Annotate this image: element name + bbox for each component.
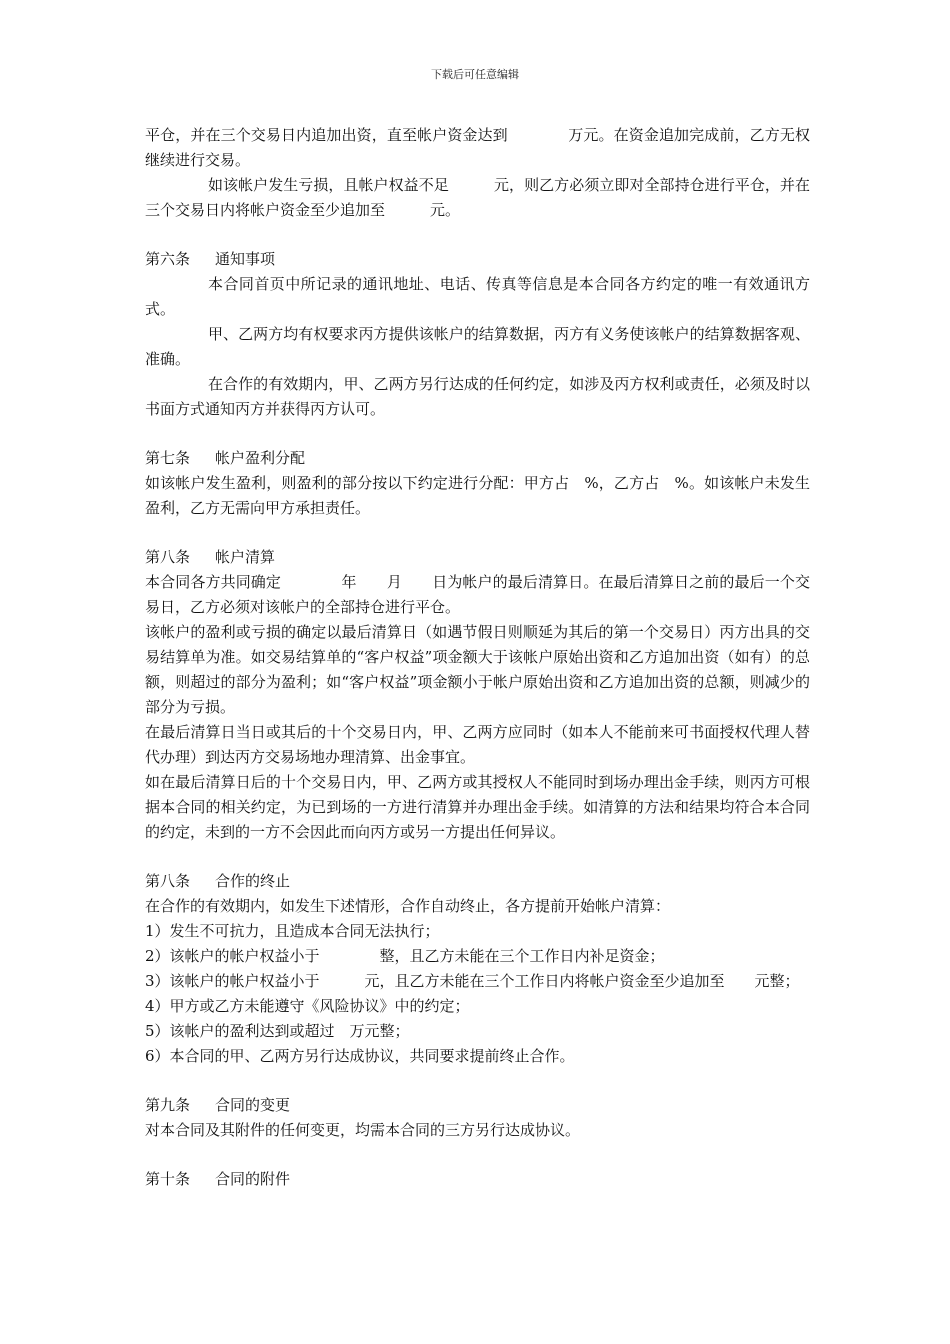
paragraph-gap	[145, 1069, 810, 1093]
body-paragraph: 在最后清算日当日或其后的十个交易日内，甲、乙两方应同时（如本人不能前来可书面授权代理人替代办理）到达丙方交易场地办理清算、出金事宜。	[145, 723, 810, 766]
section-heading	[145, 545, 810, 570]
section-heading	[145, 446, 810, 471]
section-heading	[145, 247, 810, 272]
paragraph-gap	[145, 422, 810, 446]
body-paragraph: 在合作的有效期内，如发生下述情形，合作自动终止，各方提前开始帐户清算：	[145, 897, 671, 915]
section-title: 通知事项	[215, 250, 276, 268]
section-title: 帐户清算	[215, 548, 276, 566]
section-number: 第七条	[145, 449, 191, 467]
body-paragraph: 如该帐户发生盈利，则盈利的部分按以下约定进行分配：甲方占 %，乙方占 %。如该帐户未发生盈利，乙方无需向甲方承担责任。	[145, 474, 810, 517]
section-number: 第六条	[145, 250, 191, 268]
body-paragraph: 本合同各方共同确定 年 月 日为帐户的最后清算日。在最后清算日之前的最后一个交易日，乙方必须对该帐户的全部持仓进行平仓。	[145, 573, 810, 616]
section-heading	[145, 1167, 810, 1192]
body-paragraph: 6）本合同的甲、乙两方另行达成协议，共同要求提前终止合作。	[145, 1047, 575, 1065]
paragraph-gap	[145, 1143, 810, 1167]
body-paragraph: 5）该帐户的盈利达到或超过 万元整；	[145, 1022, 410, 1040]
body-paragraph: 如在最后清算日后的十个交易日内，甲、乙两方或其授权人不能同时到场办理出金手续，则丙方可根据本合同的相关约定，为已到场的一方进行清算并办理出金手续。如清算的方法和结果均符合本合同的约定，未到的一方不会因此而向丙方或另一方提出任何异议。	[145, 773, 810, 841]
section-number: 第十条	[145, 1170, 191, 1188]
paragraph-gap	[145, 521, 810, 545]
body-paragraph: 如该帐户发生亏损，且帐户权益不足 元，则乙方必须立即对全部持仓进行平仓，并在三个交易日内将帐户资金至少追加至 元。	[145, 176, 810, 219]
section-number: 第八条	[145, 548, 191, 566]
body-paragraph: 该帐户的盈利或亏损的确定以最后清算日（如遇节假日则顺延为其后的第一个交易日）丙方出具的交易结算单为准。如交易结算单的“客户权益”项金额大于该帐户原始出资和乙方追加出资（如有）的总额，则超过的部分为盈利；如“客户权益”项金额小于帐户原始出资和乙方追加出资的总额，则减少的部分为亏损。	[145, 623, 810, 716]
section-heading	[145, 869, 810, 894]
paragraph-gap	[145, 223, 810, 247]
body-paragraph: 3）该帐户的帐户权益小于 元，且乙方未能在三个工作日内将帐户资金至少追加至 元整；	[145, 972, 800, 990]
page-header: 下载后可任意编辑	[431, 68, 519, 81]
section-title: 合作的终止	[215, 872, 291, 890]
body-paragraph: 4）甲方或乙方未能遵守《风险协议》中的约定；	[145, 997, 470, 1015]
section-title: 合同的附件	[215, 1170, 291, 1188]
section-title: 合同的变更	[215, 1096, 291, 1114]
paragraph-gap	[145, 845, 810, 869]
section-number: 第八条	[145, 872, 191, 890]
section-heading	[145, 1093, 810, 1118]
body-paragraph: 甲、乙两方均有权要求丙方提供该帐户的结算数据，丙方有义务使该帐户的结算数据客观、准确。	[145, 325, 810, 368]
body-paragraph: 本合同首页中所记录的通讯地址、电话、传真等信息是本合同各方约定的唯一有效通讯方式。	[145, 275, 810, 318]
document-body	[145, 123, 810, 1192]
body-paragraph: 平仓，并在三个交易日内追加出资，直至帐户资金达到 万元。在资金追加完成前，乙方无权继续进行交易。	[145, 126, 810, 169]
section-title: 帐户盈利分配	[215, 449, 306, 467]
body-paragraph: 在合作的有效期内，甲、乙两方另行达成的任何约定，如涉及丙方权利或责任，必须及时以书面方式通知丙方并获得丙方认可。	[145, 375, 810, 418]
body-paragraph: 1）发生不可抗力，且造成本合同无法执行；	[145, 922, 440, 940]
section-number: 第九条	[145, 1096, 191, 1114]
body-paragraph: 2）该帐户的帐户权益小于 整，且乙方未能在三个工作日内补足资金；	[145, 947, 665, 965]
body-paragraph: 对本合同及其附件的任何变更，均需本合同的三方另行达成协议。	[145, 1121, 581, 1139]
